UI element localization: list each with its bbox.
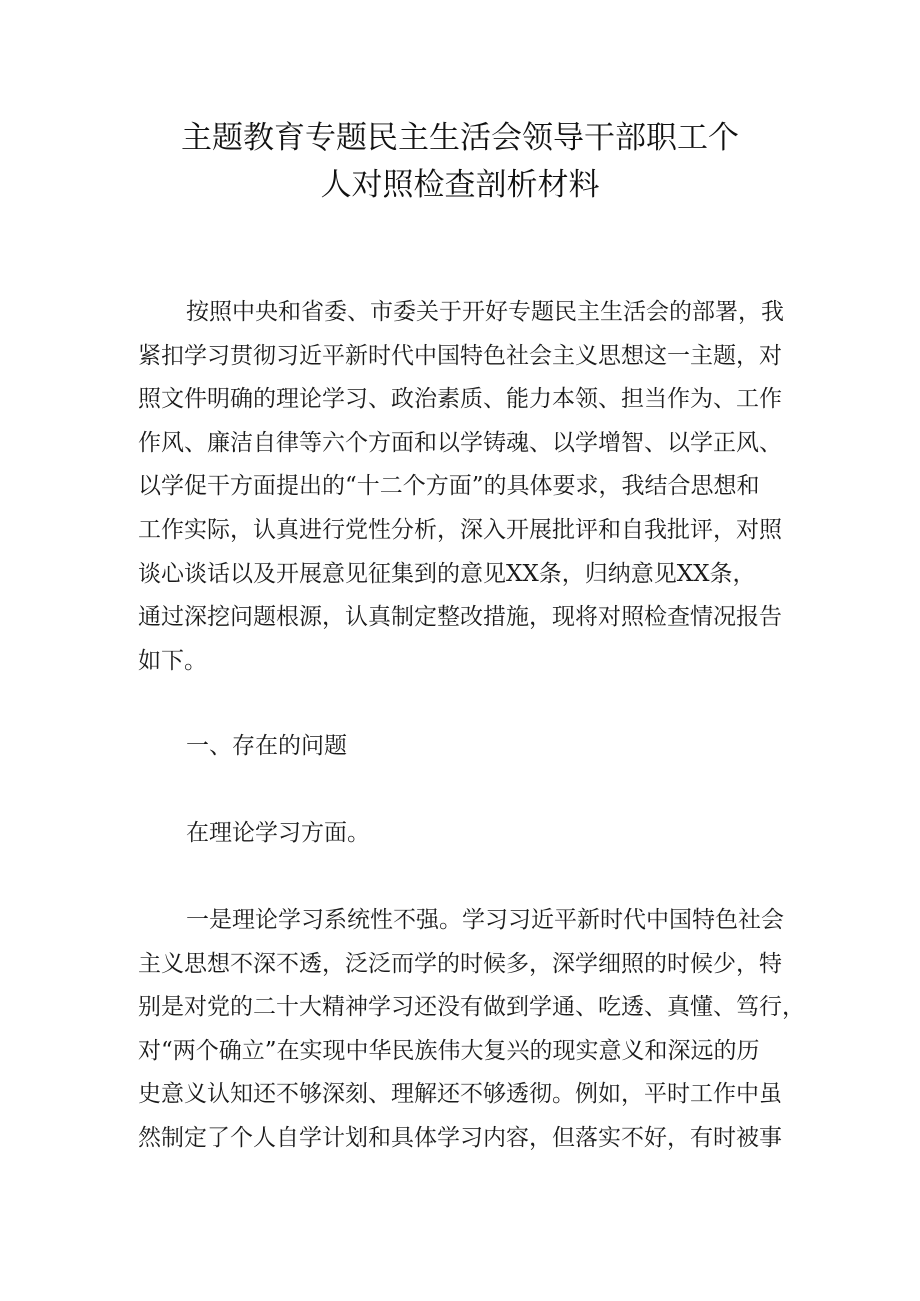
point-one-paragraph (138, 899, 805, 1161)
paragraph-line: 主义思想不深不透，泛泛而学的时候多，深学细照的时候少，特 (138, 950, 782, 977)
paragraph-line: 如下。 (138, 647, 207, 674)
intro-paragraph (138, 291, 788, 683)
paragraph-line: 以学促干方面提出的“十二个方面”的具体要求，我结合思想和 (138, 473, 760, 500)
paragraph-line: 对“两个确立”在实现中华民族伟大复兴的现实意义和深远的历 (138, 1037, 760, 1064)
subsection-heading-text: 在理论学习方面。 (186, 820, 370, 846)
paragraph-line: 别是对党的二十大精神学习还没有做到学通、吃透、真懂、笃行， (138, 994, 805, 1021)
paragraph-line: 照文件明确的理论学习、政治素质、能力本领、担当作为、工作 (138, 386, 782, 413)
paragraph-line: 谈心谈话以及开展意见征集到的意见XX条，归纳意见XX条， (138, 560, 756, 587)
subsection-heading (138, 812, 788, 856)
paragraph-line: 工作实际，认真进行党性分析，深入开展批评和自我批评，对照 (138, 516, 782, 543)
paragraph-line: 通过深挖问题根源，认真制定整改措施，现将对照检查情况报告 (138, 604, 782, 631)
document-title-line-2: 人对照检查剖析材料 (320, 167, 600, 203)
paragraph-line: 史意义认知还不够深刻、理解还不够透彻。例如，平时工作中虽 (138, 1081, 782, 1108)
paragraph-line: 作风、廉洁自律等六个方面和以学铸魂、以学增智、以学正风、 (138, 429, 782, 456)
section-heading-text: 一、存在的问题 (186, 733, 347, 759)
document-title-line-1: 主题教育专题民主生活会领导干部职工个 (181, 120, 739, 156)
paragraph-line: 紧扣学习贯彻习近平新时代中国特色社会主义思想这一主题，对 (138, 342, 782, 369)
section-heading (138, 725, 788, 769)
paragraph-line: 按照中央和省委、市委关于开好专题民主生活会的部署，我 (186, 299, 784, 325)
paragraph-line: 然制定了个人自学计划和具体学习内容，但落实不好，有时被事 (138, 1124, 782, 1151)
paragraph-line: 一是理论学习系统性不强。学习习近平新时代中国特色社会 (186, 907, 784, 933)
